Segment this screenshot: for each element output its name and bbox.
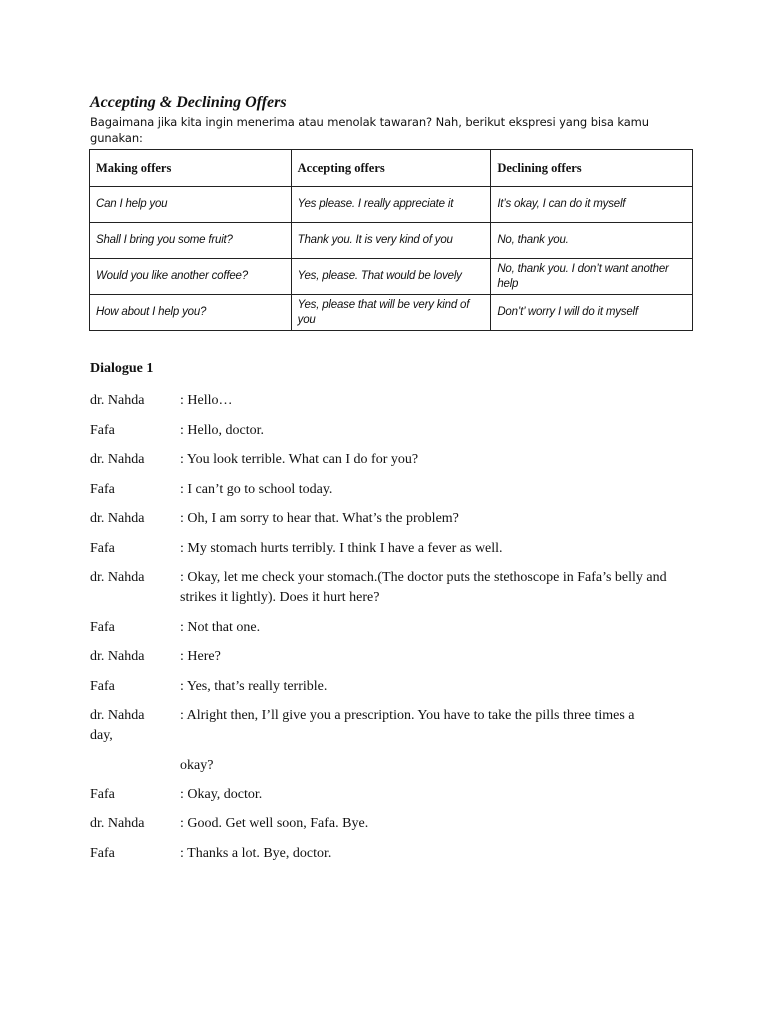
header-declining-offers: Declining offers [491,150,693,187]
speaker-name: Fafa [90,423,115,438]
speech-text: : Not that one. [180,620,261,635]
speech-text: : Thanks a lot. Bye, doctor. [180,846,332,861]
table-row [90,223,693,259]
speaker-name: Fafa [90,620,115,635]
speech-text: : You look terrible. What can I do for you? [180,452,419,467]
table-cell: How about I help you? [90,295,292,331]
speaker-name: dr. Nahda [90,452,145,467]
speech-text: : Okay, let me check your stomach.(The doctor puts the stethoscope in Fafa’s belly and strikes it lightly). Does it hurt here? [180,570,667,605]
speaker-name: dr. Nahda [90,816,145,831]
speech-text: : Okay, doctor. [180,787,263,802]
speech-text: : Hello, doctor. [180,423,264,438]
header-making-offers: Making offers [90,150,292,187]
speaker-name: Fafa [90,679,115,694]
speech-text: : Oh, I am sorry to hear that. What’s the problem? [180,511,459,526]
speech-text: : Hello… [180,393,233,408]
offers-table [89,149,693,331]
dialogue-title: Dialogue 1 [90,361,154,376]
header-accepting-offers: Accepting offers [291,150,491,187]
speaker-name: dr. Nahda [90,708,145,723]
speaker-name: dr. Nahda [90,511,145,526]
table-cell: It’s okay, I can do it myself [491,187,693,223]
table-row [90,295,693,331]
speech-text: : My stomach hurts terribly. I think I have a fever as well. [180,541,503,556]
table-cell: Can I help you [90,187,292,223]
speaker-name: Fafa [90,482,115,497]
speaker-name: Fafa [90,541,115,556]
speech-text: : Good. Get well soon, Fafa. Bye. [180,816,369,831]
intro-text: Bagaimana jika kita ingin menerima atau menolak tawaran? Nah, berikut ekspresi yang bisa kamu gunakan: [90,115,649,145]
table-cell: Don’t’ worry I will do it myself [491,295,693,331]
speaker-name: dr. Nahda [90,393,145,408]
table-cell: No, thank you. [491,223,693,259]
table-cell: Thank you. It is very kind of you [291,223,491,259]
table-row [90,259,693,295]
table-cell: Yes, please that will be very kind of you [291,295,491,331]
page-title: Accepting & Declining Offers [90,94,287,111]
speaker-name: dr. Nahda [90,570,145,585]
speaker-name: dr. Nahda [90,649,145,664]
table-cell: Shall I bring you some fruit? [90,223,292,259]
speech-text: : Yes, that’s really terrible. [180,679,328,694]
speaker-name: Fafa [90,787,115,802]
speech-text: : I can’t go to school today. [180,482,333,497]
speech-text: : Here? [180,649,221,664]
table-row [90,187,693,223]
speaker-name: Fafa [90,846,115,861]
speech-text: : Alright then, I’ll give you a prescription. You have to take the pills three times a [180,708,635,723]
speaker-name-wrap: day, [90,728,113,743]
table-cell: Yes please. I really appreciate it [291,187,491,223]
table-cell: Yes, please. That would be lovely [291,259,491,295]
table-cell: No, thank you. I don’t want another help [491,259,693,295]
speech-text-continuation: okay? [180,758,214,773]
table-cell: Would you like another coffee? [90,259,292,295]
table-header-row [90,150,693,187]
